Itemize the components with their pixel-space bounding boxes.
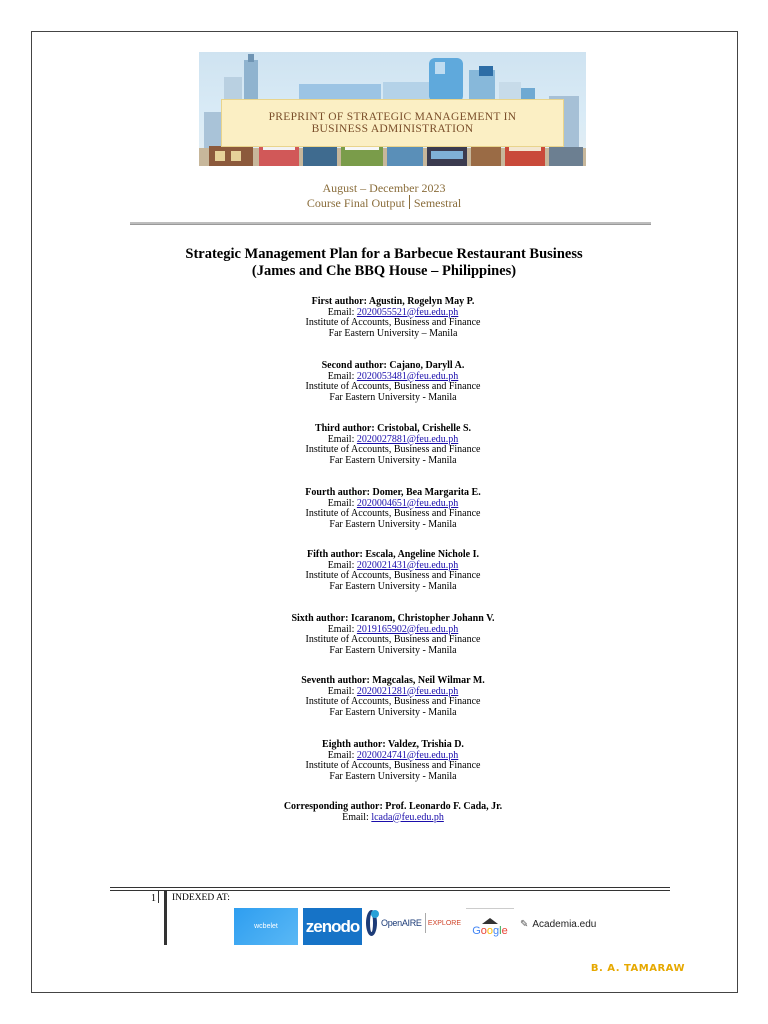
email-label: Email: — [342, 811, 369, 823]
banner-title-line2: BUSINESS ADMINISTRATION — [311, 123, 474, 135]
period-output-line — [0, 195, 768, 211]
author-name: Eighth author: Valdez, Trishia D. — [322, 739, 464, 750]
author-university: Far Eastern University - Manila — [329, 770, 457, 782]
page-number: 1 — [151, 893, 156, 904]
author-university: Far Eastern University - Manila — [329, 580, 457, 592]
period-separator — [409, 195, 410, 209]
footer-tick — [158, 891, 159, 903]
email-label: Email: — [327, 623, 355, 635]
period-term: August – December 2023 — [322, 181, 446, 195]
openaire-ring-icon — [366, 910, 377, 936]
author-email-link[interactable]: 2020024741@feu.edu.ph — [356, 749, 459, 761]
author-email-link[interactable]: 2020021281@feu.edu.ph — [356, 685, 459, 697]
email-label: Email: — [327, 559, 355, 571]
author-institute: Institute of Accounts, Business and Finance — [305, 634, 481, 645]
openaire-logo[interactable] — [366, 908, 461, 938]
corresponding-author-block — [0, 802, 768, 823]
wcbelet-logo[interactable] — [234, 908, 298, 945]
header-banner — [199, 52, 586, 166]
author-email-link[interactable]: 2019165902@feu.edu.ph — [356, 623, 459, 635]
author-name: Seventh author: Magcalas, Neil Wilmar M. — [301, 675, 485, 686]
author-name: Fourth author: Domer, Bea Margarita E. — [305, 487, 481, 498]
footer-divider — [110, 887, 670, 891]
author-university: Far Eastern University - Manila — [329, 706, 457, 718]
google-logo-text: Google — [472, 924, 508, 937]
author-block — [0, 297, 768, 339]
author-email-link[interactable]: 2020021431@feu.edu.ph — [356, 559, 459, 571]
author-email-link[interactable]: 2020004651@feu.edu.ph — [356, 497, 459, 509]
zenodo-logo-text: zenodo — [305, 916, 360, 936]
author-block — [0, 361, 768, 403]
author-university: Far Eastern University - Manila — [329, 454, 457, 466]
author-block — [0, 614, 768, 656]
email-label: Email: — [327, 685, 355, 697]
author-institute: Institute of Accounts, Business and Finance — [305, 381, 481, 392]
corresponding-email-link[interactable]: lcada@feu.edu.ph — [371, 811, 444, 823]
author-email-link[interactable]: 2020027881@feu.edu.ph — [356, 433, 459, 445]
banner-title-box — [221, 99, 564, 147]
author-name: Second author: Cajano, Daryll A. — [321, 360, 465, 371]
author-university: Far Eastern University - Manila — [329, 644, 457, 656]
openaire-explore-text: EXPLORE — [427, 919, 461, 927]
google-scholar-logo[interactable] — [466, 908, 514, 945]
header-divider — [130, 222, 651, 225]
course-type-label: Semestral — [413, 196, 462, 210]
brand-signature: B. A. TAMARAW — [590, 963, 685, 974]
author-block — [0, 740, 768, 782]
author-email-link[interactable]: 2020055521@feu.edu.ph — [356, 306, 459, 318]
author-name: Fifth author: Escala, Angeline Nichole I. — [307, 549, 479, 560]
author-institute: Institute of Accounts, Business and Finance — [305, 508, 481, 519]
graduation-cap-icon — [482, 918, 498, 924]
author-institute: Institute of Accounts, Business and Finance — [305, 317, 481, 328]
author-block — [0, 676, 768, 718]
author-block — [0, 550, 768, 592]
academia-logo-text: Academia.edu — [532, 919, 597, 930]
paper-title-line1: Strategic Management Plan for a Barbecue Restaurant Business — [185, 246, 583, 262]
corresponding-author-name: Corresponding author: Prof. Leonardo F. Cada, Jr. — [283, 801, 503, 812]
author-institute: Institute of Accounts, Business and Finance — [305, 760, 481, 771]
openaire-logo-text: OpenAIRE — [381, 918, 422, 928]
author-university: Far Eastern University - Manila — [329, 391, 457, 403]
email-label: Email: — [327, 497, 355, 509]
banner-title-line1: PREPRINT OF STRATEGIC MANAGEMENT IN — [268, 111, 517, 123]
author-university: Far Eastern University – Manila — [328, 327, 458, 339]
academia-edu-logo[interactable] — [520, 919, 596, 930]
author-block — [0, 424, 768, 466]
email-label: Email: — [327, 433, 355, 445]
corresponding-email-line — [0, 813, 768, 824]
paper-title-line2: (James and Che BBQ House – Philippines) — [251, 263, 517, 279]
author-block — [0, 488, 768, 530]
author-name: First author: Agustin, Rogelyn May P. — [311, 296, 475, 307]
author-institute: Institute of Accounts, Business and Finance — [305, 696, 481, 707]
email-label: Email: — [327, 306, 355, 318]
wcbelet-logo-text: wcbelet — [254, 923, 278, 930]
course-output-label: Course Final Output — [306, 196, 405, 210]
author-name: Sixth author: Icaranom, Christopher Johann V. — [291, 613, 495, 624]
author-name: Third author: Cristobal, Crishelle S. — [314, 423, 472, 434]
email-label: Email: — [327, 749, 355, 761]
author-institute: Institute of Accounts, Business and Finance — [305, 570, 481, 581]
zenodo-logo[interactable] — [303, 908, 362, 945]
author-university: Far Eastern University - Manila — [329, 518, 457, 530]
author-institute: Institute of Accounts, Business and Finance — [305, 444, 481, 455]
academia-pen-icon: ✎ — [520, 919, 529, 930]
footer-vertical-bar — [164, 891, 167, 945]
email-label: Email: — [327, 370, 355, 382]
author-email-link[interactable]: 2020053481@feu.edu.ph — [356, 370, 459, 382]
indexed-at-label: INDEXED AT: — [172, 893, 230, 903]
